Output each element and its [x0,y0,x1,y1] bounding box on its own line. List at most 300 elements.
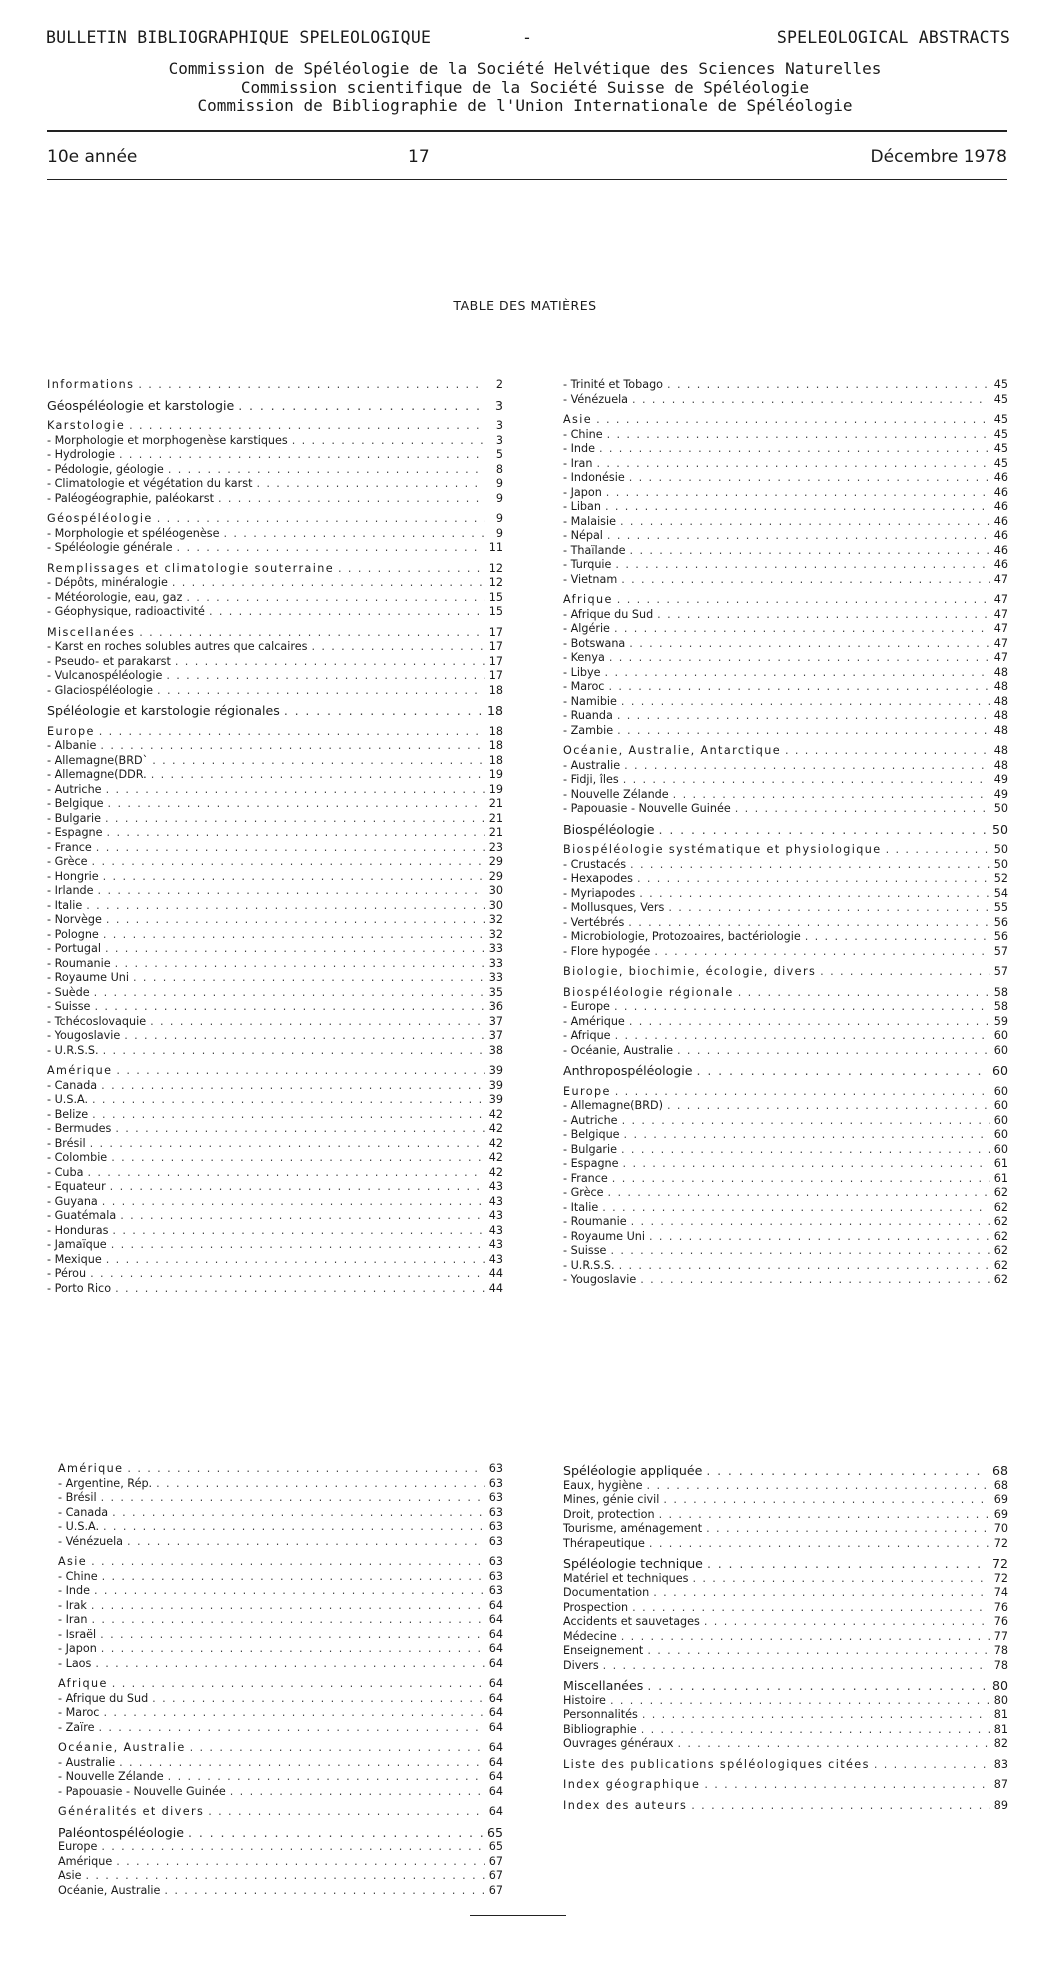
toc-entry-page: 89 [993,1798,1008,1812]
toc-entry [47,1093,503,1108]
toc-entry [563,1015,1008,1030]
toc-entry-title: - Grèce [47,855,88,868]
dot-leader [615,1029,990,1044]
toc-entry [47,812,503,827]
dot-leader [164,1884,484,1899]
toc-entry-page: 46 [993,471,1008,484]
toc-entry-title: Miscellanées [47,625,136,639]
dot-leader [738,986,990,1001]
toc-entry-title: - Afrique du Sud [563,607,654,621]
toc-entry [58,1584,503,1599]
dot-leader [95,1657,484,1672]
dot-leader [338,562,485,577]
dot-leader [649,1230,990,1245]
toc-entry-title: - Grèce [563,1186,604,1199]
dot-leader [101,1491,485,1506]
toc-entry-page: 58 [993,985,1008,999]
toc-entry [563,637,1008,652]
dot-leader [100,1628,485,1643]
toc-entry-page: 48 [993,709,1008,722]
dot-leader [112,1506,485,1521]
toc-entry-title: Remplissages et climatologie souterraine [47,561,335,575]
toc-entry-page: 32 [488,927,503,941]
toc-entry-title: - Italie [563,1200,599,1214]
toc-entry-page: 45 [993,413,1008,426]
toc-entry [47,1253,503,1268]
toc-entry-page: 60 [993,1142,1008,1156]
dot-leader [119,448,485,463]
toc-entry [563,788,1008,803]
toc-entry-page: 32 [488,913,503,926]
toc-entry-title: - Roumanie [47,956,111,970]
toc-entry-title: - Belgique [47,797,104,810]
toc-entry-page: 60 [993,1084,1008,1098]
toc-entry-title: - Espagne [563,1157,619,1170]
toc-entry-page: 50 [993,802,1008,815]
toc-entry-page: 8 [495,462,503,476]
toc-entry-title: - Algérie [563,622,610,635]
dot-leader [94,1584,485,1599]
toc-entry-title: - Royaume Uni [47,971,129,984]
dot-leader [706,1464,988,1479]
toc-entry-title: - Israël [58,1627,97,1641]
toc-entry-title: Océanie, Australie [58,1883,161,1897]
issue-rule [47,179,1007,180]
toc-entry-page: 64 [488,1706,503,1719]
dot-leader [129,419,485,434]
toc-entry-page: 47 [993,593,1008,606]
toc-entry-page: 49 [993,787,1008,801]
dot-leader [621,1143,990,1158]
toc-entry [47,1108,503,1123]
dot-leader [647,1479,990,1494]
toc-entry [563,1493,1008,1508]
dot-leader [608,680,989,695]
toc-entry-title: - Roumanie [563,1215,627,1228]
toc-entry-title: Karstologie [47,419,126,432]
toc-entry-title: - Belgique [563,1128,620,1141]
dot-leader [99,725,485,740]
toc-entry-title: - Europe [563,1000,610,1013]
toc-entry [563,666,1008,681]
toc-entry-title: Biospéléologie régionale [563,985,734,999]
toc-entry [47,669,503,684]
toc-entry-title: - Malaisie [563,514,616,528]
dot-leader [190,1741,485,1756]
dot-leader [617,709,990,724]
toc-entry-title: - Maroc [563,680,605,693]
dot-leader [614,622,990,637]
toc-entry-title: - Zaïre [58,1720,95,1734]
toc-entry [47,399,503,414]
toc-entry [47,1238,503,1253]
dot-leader [677,1737,989,1752]
toc-entry-title: - Yougoslavie [47,1029,121,1042]
toc-entry [47,492,503,507]
toc-entry [563,1244,1008,1259]
toc-entry-title: - Pologne [47,927,99,941]
toc-entry-title: Amérique [58,1854,113,1868]
toc-entry-page: 81 [993,1722,1008,1736]
toc-entry [58,1869,503,1884]
dot-leader [622,1114,990,1129]
toc-entry-page: 64 [488,1656,503,1670]
toc-entry-page: 45 [993,378,1008,391]
toc-entry-page: 21 [488,811,503,825]
toc-entry [563,1537,1008,1552]
dot-leader [85,1869,484,1884]
toc-entry [47,591,503,606]
dot-leader [230,1785,485,1800]
toc-column-top-right [563,378,1008,1288]
toc-entry [58,1520,503,1535]
dot-leader [168,1770,485,1785]
toc-entry [563,1630,1008,1645]
toc-entry [58,1840,503,1855]
dot-leader [640,1273,990,1288]
dot-leader [124,1029,485,1044]
toc-entry [47,477,503,492]
dot-leader [704,1778,989,1793]
toc-entry [47,704,503,719]
dot-leader [139,626,485,641]
toc-entry [563,1799,1008,1814]
toc-entry [563,1572,1008,1587]
toc-entry [563,1143,1008,1158]
toc-entry [563,1758,1008,1773]
toc-entry [563,500,1008,515]
dot-leader [631,1215,990,1230]
toc-entry-title: - Brésil [47,1136,86,1150]
dot-leader [620,515,990,530]
toc-entry-page: 68 [993,1478,1008,1492]
toc-entry-page: 15 [488,605,503,618]
dot-leader [609,651,990,666]
toc-entry [47,986,503,1001]
toc-entry [563,622,1008,637]
toc-entry [47,605,503,620]
toc-entry [47,562,503,577]
toc-entry [47,826,503,841]
dot-leader [605,500,990,515]
toc-entry-page: 62 [993,1200,1008,1214]
toc-entry-page: 83 [993,1757,1008,1771]
toc-entry-title: - Népal [563,529,603,542]
dot-leader [607,529,990,544]
toc-entry-page: 43 [488,1180,503,1193]
toc-entry-page: 69 [993,1493,1008,1506]
toc-entry-page: 81 [993,1708,1008,1721]
toc-entry [563,744,1008,759]
toc-entry-title: Europe [47,724,95,738]
toc-entry-page: 17 [488,669,503,682]
toc-entry-page: 64 [488,1613,503,1626]
dot-leader [115,1282,485,1297]
toc-entry-page: 42 [488,1136,503,1150]
dot-leader [692,1572,989,1587]
toc-entry-title: Thérapeutique [563,1536,645,1550]
dot-leader [785,744,990,759]
toc-entry-page: 64 [488,1691,503,1705]
toc-entry-title: - U.R.S.S. [563,1258,615,1272]
dot-leader [115,1122,484,1137]
toc-entry [563,515,1008,530]
toc-entry-title: Paléontospéléologie [58,1824,185,1840]
dot-leader [639,887,990,902]
toc-entry [58,1855,503,1870]
toc-entry-title: - Belize [47,1107,89,1121]
toc-entry [58,1506,503,1521]
toc-entry-page: 62 [993,1229,1008,1243]
dot-leader [630,858,990,873]
dot-leader [596,457,989,472]
toc-entry-title: - Jamaïque [47,1238,107,1251]
toc-entry-title: Océanie, Australie [58,1741,186,1754]
toc-entry-title: Biospéléologie [563,821,655,837]
toc-entry-page: 2 [495,378,503,391]
toc-entry-page: 64 [488,1784,503,1798]
dot-leader [886,843,990,858]
toc-entry-page: 72 [993,1536,1008,1550]
toc-entry-title: Géospéléologie et karstologie [47,397,235,413]
toc-entry [563,486,1008,501]
toc-entry [563,1522,1008,1537]
toc-entry-page: 3 [494,397,503,413]
dot-leader [103,1044,485,1059]
toc-entry-page: 78 [993,1658,1008,1672]
toc-entry-title: - Mexique [47,1252,102,1266]
dot-leader [101,1840,484,1855]
toc-entry-page: 3 [495,419,503,432]
toc-entry-page: 46 [993,500,1008,513]
dot-leader [311,640,484,655]
toc-entry-page: 45 [993,456,1008,470]
toc-entry-title: - Dépôts, minéralogie [47,576,168,589]
toc-entry-title: - Inde [58,1584,90,1597]
toc-entry-title: Index géographique [563,1778,701,1791]
dot-leader [101,1079,485,1094]
commission-line: Commission de Spéléologie de la Société Helvétique des Sciences Naturelles [168,59,882,78]
toc-entry [563,1508,1008,1523]
dot-leader [151,768,485,783]
toc-entry-title: - Suède [47,985,90,999]
toc-entry-page: 64 [488,1677,503,1690]
dot-leader [619,1259,990,1274]
toc-entry-page: 61 [993,1157,1008,1170]
toc-entry-page: 42 [488,1107,503,1121]
dot-leader [98,1721,484,1736]
toc-entry-title: Médecine [563,1629,617,1643]
toc-entry [563,1586,1008,1601]
toc-entry [58,1477,503,1492]
toc-entry-page: 9 [495,526,503,540]
dot-leader [612,1172,990,1187]
toc-entry-page: 48 [993,665,1008,679]
toc-entry-page: 5 [495,448,503,461]
toc-entry [47,928,503,943]
toc-entry [47,1180,503,1195]
toc-entry-page: 50 [991,821,1008,837]
bulletin-title-english: SPELEOLOGICAL ABSTRACTS [776,28,1010,47]
toc-entry-page: 46 [993,529,1008,542]
toc-entry [563,413,1008,428]
toc-entry-page: 38 [488,1043,503,1057]
dot-leader [820,965,990,980]
toc-entry-title: - Botswana [563,636,626,650]
toc-entry-title: - Allemagne(BRD) [563,1099,663,1112]
toc-entry-page: 57 [993,944,1008,958]
toc-entry-page: 48 [993,758,1008,772]
toc-entry [58,1555,503,1570]
dot-leader [624,759,990,774]
toc-entry-title: - France [563,1171,608,1185]
toc-entry [563,823,1008,838]
dot-leader [606,486,990,501]
toc-entry-page: 46 [993,543,1008,557]
toc-entry-title: - U.S.A. [58,1520,100,1533]
toc-entry-title: - Karst en roches solubles autres que calcaires [47,640,308,653]
toc-entry-page: 61 [993,1171,1008,1185]
toc-entry-page: 63 [488,1584,503,1597]
dot-leader [157,512,485,527]
commission-line: Commission de Bibliographie de l'Union Internationale de Spéléologie [197,96,853,115]
dot-leader [238,399,485,414]
toc-entry [47,971,503,986]
toc-entry [58,1756,503,1771]
toc-entry [58,1570,503,1585]
toc-entry-title: - Vietnam [563,572,618,586]
dot-leader [90,1137,485,1152]
toc-entry-page: 62 [993,1186,1008,1199]
dot-leader [102,1570,485,1585]
toc-entry-page: 72 [993,1571,1008,1585]
dot-leader [166,669,484,684]
toc-entry-page: 62 [993,1258,1008,1272]
toc-entry-title: - Thaïlande [563,543,626,557]
bottom-rule [470,1915,566,1916]
toc-entry [47,1151,503,1166]
toc-entry-title: - Royaume Uni [563,1229,645,1243]
toc-entry-title: - Guyana [47,1194,98,1208]
dot-leader [617,593,990,608]
toc-entry [58,1642,503,1657]
dot-leader [642,1708,990,1723]
toc-entry-title: - Glaciospéléologie [47,683,154,697]
toc-entry-page: 42 [488,1122,503,1135]
toc-column-bottom-right [563,1464,1008,1813]
dot-leader [156,1477,485,1492]
dot-leader [116,1064,484,1079]
toc-entry-title: - Morphologie et spéléogenèse [47,526,220,540]
toc-entry-title: - Microbiologie, Protozoaires, bactériologie [563,930,801,943]
toc-entry [58,1628,503,1643]
toc-entry-page: 39 [488,1093,503,1106]
toc-entry-title: Océanie, Australie, Antarctique [563,744,781,757]
dot-leader [110,1180,485,1195]
dot-leader [617,724,990,739]
toc-entry-title: - Trinité et Tobago [563,378,664,391]
toc-entry [58,1692,503,1707]
dot-leader [86,899,485,914]
toc-entry-title: - Japon [563,485,602,499]
toc-entry-title: - Mollusques, Vers [563,901,665,914]
toc-entry-title: Asie [58,1869,82,1882]
toc-entry-title: - Météorologie, eau, gaz [47,590,183,604]
toc-entry-page: 67 [488,1883,503,1897]
toc-entry-page: 47 [993,607,1008,621]
toc-entry-page: 21 [488,797,503,810]
toc-entry-page: 46 [993,514,1008,528]
toc-entry [563,1644,1008,1659]
toc-entry [47,512,503,527]
toc-entry-page: 63 [488,1520,503,1533]
dot-leader [292,434,485,449]
dot-leader [284,704,483,719]
dot-leader [607,428,990,443]
toc-entry-page: 44 [488,1281,503,1295]
toc-entry [563,858,1008,873]
toc-entry-title: - Afrique [563,1029,611,1042]
toc-entry [47,725,503,740]
toc-entry [563,1778,1008,1793]
bulletin-header [46,28,1010,50]
toc-entry-page: 56 [993,930,1008,943]
dot-leader [647,1644,989,1659]
dot-leader [667,378,990,393]
toc-entry-title: Mines, génie civil [563,1493,660,1506]
toc-entry-page: 55 [993,901,1008,914]
toc-entry-title: - Allemagne(BRD` [47,753,149,767]
toc-entry-title: - Japon [58,1642,97,1655]
toc-entry [47,1044,503,1059]
toc-entry [563,1172,1008,1187]
toc-entry [563,1099,1008,1114]
toc-entry-page: 15 [488,590,503,604]
dot-leader [103,1706,484,1721]
dot-leader [87,1166,484,1181]
toc-entry-title: - Equateur [47,1180,106,1193]
dot-leader [133,971,485,986]
dot-leader [209,605,485,620]
dot-leader [659,823,988,838]
toc-entry [47,1282,503,1297]
toc-entry-title: - Chine [58,1569,98,1583]
dot-leader [91,1613,484,1628]
toc-entry [58,1491,503,1506]
toc-entry-title: - France [47,840,92,854]
dot-leader [106,913,485,928]
toc-entry [47,855,503,870]
toc-entry [47,913,503,928]
dot-leader [116,1855,485,1870]
toc-entry-title: - Guatémala [47,1209,117,1222]
toc-entry-page: 48 [993,694,1008,708]
dot-leader [107,826,485,841]
toc-title: TABLE DES MATIÈRES [453,298,597,313]
toc-entry-page: 82 [993,1737,1008,1750]
toc-entry-title: Anthropospéléologie [563,1063,693,1078]
dot-leader [175,655,485,670]
toc-entry-title: - Papouasie - Nouvelle Guinée [563,802,731,815]
dot-leader [608,1186,990,1201]
toc-entry-page: 47 [993,572,1008,586]
toc-entry-title: - Iran [58,1613,88,1626]
toc-entry-title: - Morphologie et morphogenèse karstiques [47,433,288,447]
toc-entry-title: - Yougoslavie [563,1273,637,1286]
toc-entry-title: - U.R.S.S. [47,1043,99,1057]
dot-leader [92,1108,485,1123]
toc-entry-title: - Maroc [58,1706,100,1719]
